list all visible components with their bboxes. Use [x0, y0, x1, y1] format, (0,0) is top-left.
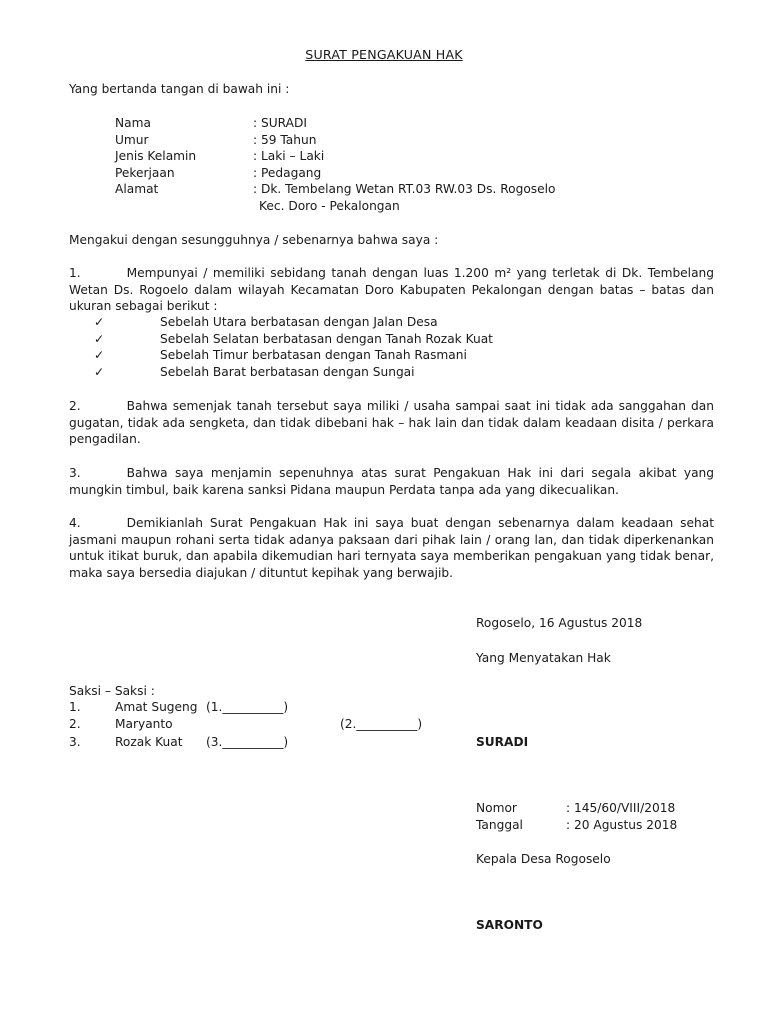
point-text: Mempunyai / memiliki sebidang tanah dengan luas 1.200 m² yang terletak di Dk. Tembelang Wetan Ds. Rogoelo dalam wilayah Kecamatan Doro Kabupaten Pekalongan dengan batas – batas dan ukuran sebagai berikut : [69, 266, 714, 314]
field-label: Alamat [115, 182, 159, 196]
point-text: Bahwa saya menjamin sepenuhnya atas surat Pengakuan Hak ini dari segala akibat yang mungkin timbul, baik karena sanksi Pidana maupun Perdata tanpa ada yang dikecualikan. [69, 466, 714, 497]
place-date: Rogoselo, 16 Agustus 2018 [476, 616, 643, 630]
field-value: : Pedagang [253, 166, 322, 180]
field-label: Nama [115, 116, 151, 130]
check-icon: ✓ [94, 315, 105, 329]
list-item: Sebelah Timur berbatasan dengan Tanah Rasmani [160, 348, 467, 362]
field-label: Pekerjaan [115, 166, 175, 180]
check-icon: ✓ [94, 365, 105, 379]
witness-signature-line: (1.__________) [206, 700, 289, 714]
witness-title: Saksi – Saksi : [69, 684, 155, 698]
field-value: : SURADI [253, 116, 307, 130]
list-item: Sebelah Barat berbatasan dengan Sungai [160, 365, 415, 379]
declarant-name: SURADI [476, 735, 529, 749]
point-number: 2. [69, 399, 81, 413]
check-icon: ✓ [94, 348, 105, 362]
field-value: : Laki – Laki [253, 149, 325, 163]
witness-signature-line: (2.__________) [340, 717, 423, 731]
registration-value: : 20 Agustus 2018 [566, 818, 678, 832]
field-label: Jenis Kelamin [115, 149, 197, 163]
point-text: Demikianlah Surat Pengakuan Hak ini saya buat dengan sebenarnya dalam keadaan sehat jasmani maupun rohani serta tidak adanya paksaan dari pihak lain / orang lan, dan tidak diperkenankan untuk itikat buruk, dan apabila dikemudian hari ternyata saya memberikan pengakuan yang tidak benar, maka saya bersedia diajukan / dituntut kepihak yang berwajib. [69, 516, 714, 580]
acknowledge-text: Mengakui dengan sesungguhnya / sebenarnya bahwa saya : [69, 233, 439, 247]
check-icon: ✓ [94, 332, 105, 346]
witness-number: 1. [69, 700, 81, 714]
village-head-name: SARONTO [476, 918, 543, 932]
point-text: Bahwa semenjak tanah tersebut saya miliki / usaha sampai saat ini tidak ada sanggahan dan gugatan, tidak ada sengketa, dan tidak dibebani hak – hak lain dan tidak dalam keadaan disita / perkara pengadilan. [69, 399, 714, 447]
intro-text: Yang bertanda tangan di bawah ini : [69, 82, 290, 96]
declarant-label: Yang Menyatakan Hak [476, 651, 611, 665]
field-value: : 59 Tahun [253, 133, 317, 147]
point-3 [69, 465, 714, 498]
witness-name: Maryanto [115, 717, 173, 731]
witness-number: 2. [69, 717, 81, 731]
list-item: Sebelah Utara berbatasan dengan Jalan Desa [160, 315, 438, 329]
point-number: 4. [69, 516, 81, 530]
witness-name: Amat Sugeng [115, 700, 198, 714]
witness-name: Rozak Kuat [115, 735, 183, 749]
field-label: Umur [115, 133, 149, 147]
point-4 [69, 515, 714, 581]
field-value: : Dk. Tembelang Wetan RT.03 RW.03 Ds. Rogoselo [253, 182, 556, 196]
document-title: SURAT PENGAKUAN HAK [305, 47, 463, 62]
point-1 [69, 265, 714, 315]
list-item: Sebelah Selatan berbatasan dengan Tanah Rozak Kuat [160, 332, 493, 346]
point-number: 3. [69, 466, 81, 480]
witness-signature-line: (3.__________) [206, 735, 289, 749]
registration-value: : 145/60/VIII/2018 [566, 801, 676, 815]
village-head-label: Kepala Desa Rogoselo [476, 852, 611, 866]
point-2 [69, 398, 714, 448]
point-number: 1. [69, 266, 81, 280]
registration-label: Nomor [476, 801, 517, 815]
address-line-2: Kec. Doro - Pekalongan [259, 199, 400, 213]
witness-number: 3. [69, 735, 81, 749]
registration-label: Tanggal [476, 818, 523, 832]
